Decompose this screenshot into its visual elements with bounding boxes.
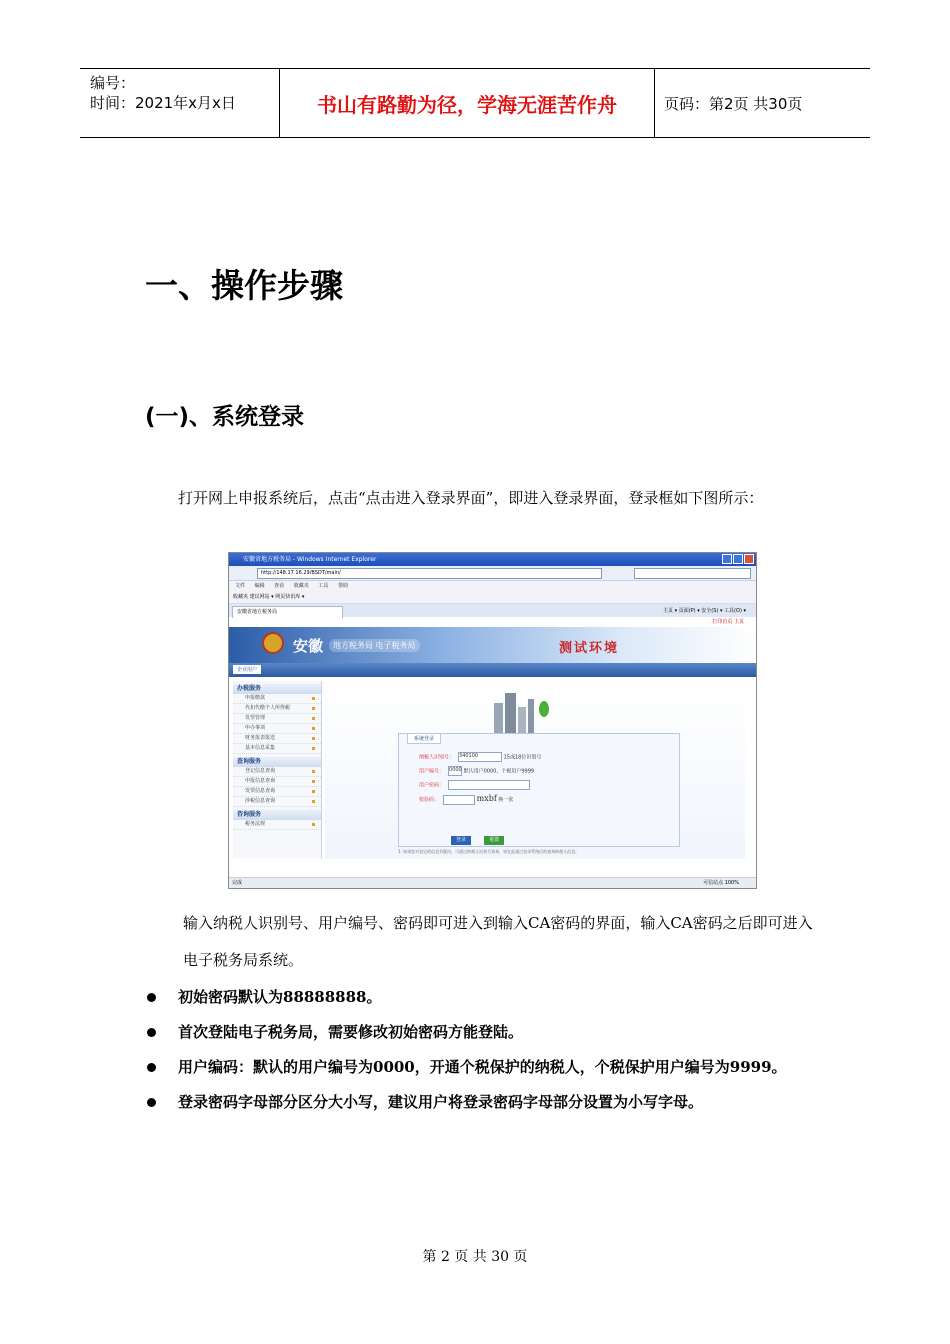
reset-button: 重置: [484, 836, 504, 845]
sidebar-item: 财务报表报送: [233, 734, 321, 744]
login-box: [398, 733, 680, 847]
sidebar-group-header: 办税服务: [233, 684, 321, 694]
tab-strip: [229, 604, 756, 617]
user-row: [419, 766, 534, 776]
captcha-input: [443, 795, 475, 805]
list-item: [145, 1050, 815, 1085]
status-right: 可信站点 100%: [703, 880, 739, 886]
login-screenshot: [228, 552, 757, 889]
portal-content: [325, 681, 745, 859]
password-label: 用户密码：: [419, 782, 445, 789]
sidebar-item: 申报缴款: [233, 694, 321, 704]
status-left: 完成: [232, 880, 243, 886]
sidebar-group-header: 查询服务: [233, 757, 321, 767]
portal-main: [229, 677, 756, 857]
search-field: [634, 568, 751, 579]
password-input: [448, 780, 530, 790]
window-title: 安徽省地方税务局 - Windows Internet Explorer: [243, 556, 377, 563]
sidebar-item: 发票管理: [233, 714, 321, 724]
portal-sidebar: [233, 681, 322, 859]
menu-bar: 文件 编辑 查看 收藏夹 工具 帮助: [229, 581, 756, 592]
header-motto: 书山有路勤为径，学海无涯苦作舟: [280, 69, 655, 137]
site-banner: [229, 627, 756, 663]
list-item-text: 用户编码：默认的用户编号为0000，开通个税保护的纳税人，个税保护用户编号为9999。: [178, 1058, 787, 1076]
list-item-text: 首次登陆电子税务局，需要修改初始密码方能登陆。: [178, 1023, 524, 1041]
sidebar-item: 基本信息采集: [233, 744, 321, 754]
sidebar-item: 涉税信息查询: [233, 797, 321, 807]
top-links: 打印首页 主页: [712, 619, 744, 625]
maximize-icon: [733, 554, 743, 564]
taxpayer-row: [419, 752, 541, 762]
sidebar-item: 登记信息查询: [233, 767, 321, 777]
list-item: [145, 980, 815, 1015]
list-item-text: 初始密码默认为88888888。: [178, 988, 382, 1006]
sidebar-item: 申办事项: [233, 724, 321, 734]
address-bar: [229, 566, 756, 581]
bullet-icon: [147, 993, 156, 1002]
bullet-icon: [147, 1098, 156, 1107]
sidebar-item: 税务法规: [233, 820, 321, 830]
captcha-image: mxbf: [476, 794, 497, 803]
sidebar-item: 代扣代缴个人所得税: [233, 704, 321, 714]
list-item: [145, 1085, 815, 1120]
banner-env: 测试环境: [559, 641, 620, 656]
status-bar: [229, 877, 757, 888]
taxpayer-input: 340100: [458, 752, 502, 762]
sidebar-item: 申报信息查询: [233, 777, 321, 787]
toolbar-tools: 主页 ▾ 页面(P) ▾ 安全(S) ▾ 工具(O) ▾: [663, 608, 746, 614]
password-row: [419, 780, 530, 790]
window-titlebar: [229, 553, 756, 566]
notes-list: [145, 980, 815, 1120]
list-item: [145, 1015, 815, 1050]
captcha-label: 校验码：: [419, 797, 440, 803]
banner-province: 安徽: [293, 637, 324, 655]
captcha-row: [419, 794, 513, 805]
captcha-refresh: 换一张: [498, 797, 514, 803]
sidebar-item: 发票信息查询: [233, 787, 321, 797]
header-meta: [80, 69, 280, 137]
login-buttons: [451, 826, 512, 845]
favorites-bar: 收藏夹 建议网站 ▾ 网页快讯库 ▾: [229, 592, 756, 604]
page-header: [80, 68, 870, 138]
minimize-icon: [722, 554, 732, 564]
taxpayer-label: 纳税人识别号：: [419, 754, 455, 761]
user-label: 用户编号：: [419, 768, 445, 775]
user-bar: [229, 663, 756, 677]
sidebar-group-header: 咨询服务: [233, 810, 321, 820]
intro-paragraph: 打开网上申报系统后，点击“点击进入登录界面”，即进入登录界面，登录框如下图所示：: [178, 489, 764, 507]
number-label: 编号：: [90, 74, 136, 92]
date-label: 时间：2021年x月x日: [90, 94, 236, 112]
tax-emblem-icon: [262, 632, 284, 654]
body-paragraph: 输入纳税人识别号、用户编号、密码即可进入到输入CA密码的界面，输入CA密码之后即可进入电子税务局系统。: [183, 914, 813, 969]
bullet-icon: [147, 1063, 156, 1072]
browser-tab: 安徽省地方税务局: [232, 606, 343, 618]
section-title: (一)、系统登录: [145, 404, 305, 430]
page-footer: 第 2 页 共 30 页: [422, 1249, 528, 1265]
header-page-label: 页码：第2页 共30页: [664, 94, 803, 113]
taxpayer-hint: 15或18位识别号: [503, 754, 542, 761]
list-item-text: 登录密码字母部分区分大小写，建议用户将登录密码字母部分设置为小写字母。: [178, 1093, 704, 1111]
address-field: http://148.17.16.29/BSDT/main/: [257, 568, 602, 579]
login-tab: 系统登录: [407, 733, 441, 744]
user-hint: 默认用户0000，个税用户9999: [463, 768, 535, 775]
banner-bureau: 地方税务局 电子税务局: [329, 639, 420, 652]
login-note: 1. 如果您对登记的信息有疑问，可通过纳税人识别号查询，请在此通过登录系统后的查询纳税人信息。: [398, 849, 580, 854]
close-icon: [744, 554, 754, 564]
user-tab: 企业用户: [233, 665, 261, 674]
user-input: 0000: [448, 766, 462, 776]
bullet-icon: [147, 1028, 156, 1037]
login-button: 登录: [451, 836, 471, 845]
page-title: 一、操作步骤: [145, 266, 343, 305]
